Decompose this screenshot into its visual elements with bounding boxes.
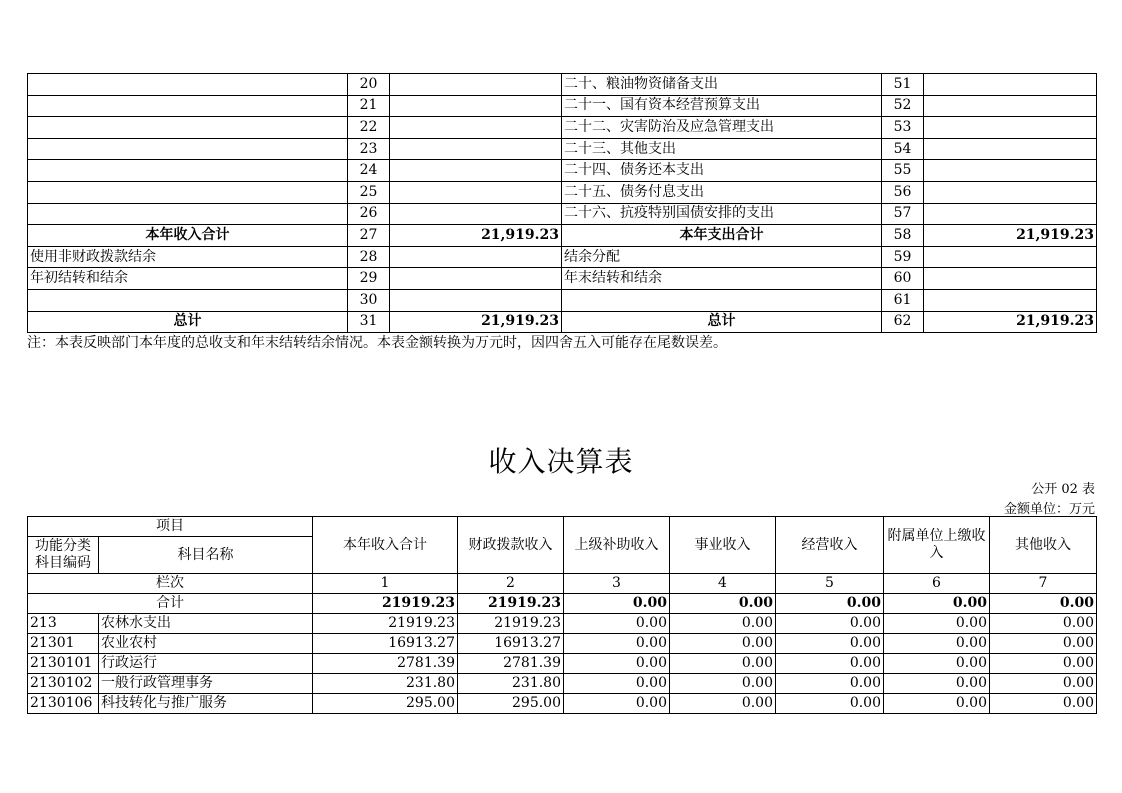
income-item-cell: 年初结转和结余 xyxy=(28,268,348,290)
expense-line-number: 54 xyxy=(882,138,924,160)
grand-income-label: 总计 xyxy=(28,311,348,333)
amount-cell: 0.00 xyxy=(670,694,776,714)
amount-cell: 295.00 xyxy=(313,694,458,714)
income-total-label: 本年收入合计 xyxy=(28,225,348,247)
expense-line-number: 51 xyxy=(882,74,924,96)
table-row xyxy=(28,268,1097,290)
total-row xyxy=(28,594,1097,614)
income-amount-cell xyxy=(390,74,562,96)
expense-amount-cell xyxy=(924,138,1097,160)
amount-cell: 21919.23 xyxy=(458,614,564,634)
column-number: 2 xyxy=(458,574,564,594)
grand-income-line: 31 xyxy=(348,311,390,333)
amount-cell: 16913.27 xyxy=(458,634,564,654)
total-value: 0.00 xyxy=(990,594,1097,614)
expense-amount-cell xyxy=(924,203,1097,225)
expense-amount-cell xyxy=(924,74,1097,96)
total-value: 21919.23 xyxy=(313,594,458,614)
income-line-number: 20 xyxy=(348,74,390,96)
income-final-accounts-table xyxy=(27,516,1097,714)
table-row xyxy=(28,138,1097,160)
income-line-number: 22 xyxy=(348,117,390,139)
column-header: 事业收入 xyxy=(670,517,776,574)
column-header: 上级补助收入 xyxy=(564,517,670,574)
column-number: 7 xyxy=(990,574,1097,594)
amount-unit: 金额单位：万元 xyxy=(1003,502,1095,517)
subject-code: 2130102 xyxy=(28,674,99,694)
income-amount-cell xyxy=(390,181,562,203)
subject-name: 农业农村 xyxy=(99,634,313,654)
income-item-cell xyxy=(28,289,348,311)
amount-cell: 0.00 xyxy=(564,694,670,714)
grand-income-amount: 21,919.23 xyxy=(390,311,562,333)
column-number: 6 xyxy=(884,574,990,594)
amount-cell: 0.00 xyxy=(776,694,884,714)
amount-cell: 0.00 xyxy=(884,674,990,694)
amount-cell: 0.00 xyxy=(776,634,884,654)
income-item-cell xyxy=(28,181,348,203)
amount-cell: 0.00 xyxy=(884,654,990,674)
column-header: 财政拨款收入 xyxy=(458,517,564,574)
amount-cell: 0.00 xyxy=(884,634,990,654)
income-line-number: 29 xyxy=(348,268,390,290)
subject-code: 2130106 xyxy=(28,694,99,714)
subject-name: 科技转化与推广服务 xyxy=(99,694,313,714)
amount-cell: 231.80 xyxy=(313,674,458,694)
income-line-number: 21 xyxy=(348,95,390,117)
income-line-number: 30 xyxy=(348,289,390,311)
expense-line-number: 59 xyxy=(882,246,924,268)
expense-item-cell: 二十、粮油物资储备支出 xyxy=(562,74,882,96)
amount-cell: 0.00 xyxy=(670,614,776,634)
column-header: 附属单位上缴收入 xyxy=(884,517,990,574)
table-row xyxy=(28,289,1097,311)
expense-item-cell: 年末结转和结余 xyxy=(562,268,882,290)
income-amount-cell xyxy=(390,289,562,311)
expense-amount-cell xyxy=(924,246,1097,268)
expense-amount-cell xyxy=(924,117,1097,139)
expense-amount-cell xyxy=(924,160,1097,182)
amount-cell: 21919.23 xyxy=(313,614,458,634)
amount-cell: 0.00 xyxy=(884,614,990,634)
expense-amount-cell xyxy=(924,289,1097,311)
expense-amount-cell xyxy=(924,268,1097,290)
amount-cell: 0.00 xyxy=(776,614,884,634)
grand-expense-label: 总计 xyxy=(562,311,882,333)
expense-line-number: 56 xyxy=(882,181,924,203)
expense-item-cell: 二十四、债务还本支出 xyxy=(562,160,882,182)
expense-item-cell: 结余分配 xyxy=(562,246,882,268)
subject-code: 21301 xyxy=(28,634,99,654)
column-header: 本年收入合计 xyxy=(313,517,458,574)
table-row xyxy=(28,74,1097,96)
column-number: 4 xyxy=(670,574,776,594)
amount-cell: 0.00 xyxy=(990,654,1097,674)
amount-cell: 16913.27 xyxy=(313,634,458,654)
column-header: 经营收入 xyxy=(776,517,884,574)
table-note: 注：本表反映部门本年度的总收支和年末结转结余情况。本表金额转换为万元时，因四舍五入可能存在尾数误差。 xyxy=(27,335,727,351)
table-row xyxy=(28,634,1097,654)
form-number: 公开 02 表 xyxy=(1031,482,1095,497)
income-total-line: 27 xyxy=(348,225,390,247)
total-value: 0.00 xyxy=(776,594,884,614)
page-title: 收入决算表 xyxy=(488,445,634,478)
income-line-number: 28 xyxy=(348,246,390,268)
income-line-number: 25 xyxy=(348,181,390,203)
income-amount-cell xyxy=(390,95,562,117)
subject-name: 农林水支出 xyxy=(99,614,313,634)
income-amount-cell xyxy=(390,203,562,225)
header-name: 科目名称 xyxy=(99,537,313,574)
column-number: 5 xyxy=(776,574,884,594)
column-number: 3 xyxy=(564,574,670,594)
table-row xyxy=(28,654,1097,674)
annual-total-row xyxy=(28,225,1097,247)
amount-cell: 2781.39 xyxy=(458,654,564,674)
amount-cell: 0.00 xyxy=(990,634,1097,654)
column-number-row xyxy=(28,574,1097,594)
income-amount-cell xyxy=(390,138,562,160)
expense-line-number: 55 xyxy=(882,160,924,182)
header-code: 功能分类科目编码 xyxy=(28,537,99,574)
expense-line-number: 57 xyxy=(882,203,924,225)
table-row xyxy=(28,95,1097,117)
expense-item-cell: 二十五、债务付息支出 xyxy=(562,181,882,203)
table-row xyxy=(28,117,1097,139)
expense-amount-cell xyxy=(924,95,1097,117)
income-line-number: 23 xyxy=(348,138,390,160)
expense-total-line: 58 xyxy=(882,225,924,247)
amount-cell: 0.00 xyxy=(564,674,670,694)
amount-cell: 0.00 xyxy=(564,654,670,674)
row-label: 栏次 xyxy=(28,574,313,594)
total-value: 0.00 xyxy=(884,594,990,614)
grand-expense-amount: 21,919.23 xyxy=(924,311,1097,333)
expense-line-number: 61 xyxy=(882,289,924,311)
income-item-cell xyxy=(28,117,348,139)
expense-line-number: 53 xyxy=(882,117,924,139)
grand-total-row xyxy=(28,311,1097,333)
income-amount-cell xyxy=(390,268,562,290)
table-row xyxy=(28,203,1097,225)
expense-item-cell xyxy=(562,289,882,311)
income-item-cell xyxy=(28,74,348,96)
expense-amount-cell xyxy=(924,181,1097,203)
income-amount-cell xyxy=(390,117,562,139)
amount-cell: 0.00 xyxy=(776,654,884,674)
income-item-cell xyxy=(28,203,348,225)
expense-total-label: 本年支出合计 xyxy=(562,225,882,247)
total-value: 0.00 xyxy=(564,594,670,614)
income-total-amount: 21,919.23 xyxy=(390,225,562,247)
expense-total-amount: 21,919.23 xyxy=(924,225,1097,247)
table-row xyxy=(28,160,1097,182)
amount-cell: 0.00 xyxy=(670,674,776,694)
header-row xyxy=(28,517,1097,537)
total-label: 合计 xyxy=(28,594,313,614)
amount-cell: 0.00 xyxy=(670,634,776,654)
header-item: 项目 xyxy=(28,517,313,537)
income-item-cell xyxy=(28,138,348,160)
amount-cell: 0.00 xyxy=(564,634,670,654)
table-row xyxy=(28,246,1097,268)
table-row xyxy=(28,614,1097,634)
subject-name: 行政运行 xyxy=(99,654,313,674)
expense-line-number: 52 xyxy=(882,95,924,117)
income-line-number: 26 xyxy=(348,203,390,225)
subject-name: 一般行政管理事务 xyxy=(99,674,313,694)
amount-cell: 0.00 xyxy=(990,674,1097,694)
income-amount-cell xyxy=(390,246,562,268)
expense-line-number: 60 xyxy=(882,268,924,290)
income-expense-summary-table xyxy=(27,73,1097,333)
income-amount-cell xyxy=(390,160,562,182)
income-item-cell xyxy=(28,160,348,182)
income-line-number: 24 xyxy=(348,160,390,182)
expense-item-cell: 二十三、其他支出 xyxy=(562,138,882,160)
column-header: 其他收入 xyxy=(990,517,1097,574)
amount-cell: 0.00 xyxy=(564,614,670,634)
column-number: 1 xyxy=(313,574,458,594)
income-item-cell: 使用非财政拨款结余 xyxy=(28,246,348,268)
table-row xyxy=(28,674,1097,694)
subject-code: 213 xyxy=(28,614,99,634)
amount-cell: 231.80 xyxy=(458,674,564,694)
expense-item-cell: 二十六、抗疫特别国债安排的支出 xyxy=(562,203,882,225)
subject-code: 2130101 xyxy=(28,654,99,674)
total-value: 0.00 xyxy=(670,594,776,614)
amount-cell: 0.00 xyxy=(776,674,884,694)
expense-item-cell: 二十一、国有资本经营预算支出 xyxy=(562,95,882,117)
amount-cell: 2781.39 xyxy=(313,654,458,674)
amount-cell: 0.00 xyxy=(884,694,990,714)
amount-cell: 295.00 xyxy=(458,694,564,714)
grand-expense-line: 62 xyxy=(882,311,924,333)
total-value: 21919.23 xyxy=(458,594,564,614)
income-item-cell xyxy=(28,95,348,117)
expense-item-cell: 二十二、灾害防治及应急管理支出 xyxy=(562,117,882,139)
amount-cell: 0.00 xyxy=(990,614,1097,634)
table-row xyxy=(28,181,1097,203)
amount-cell: 0.00 xyxy=(670,654,776,674)
table-row xyxy=(28,694,1097,714)
amount-cell: 0.00 xyxy=(990,694,1097,714)
